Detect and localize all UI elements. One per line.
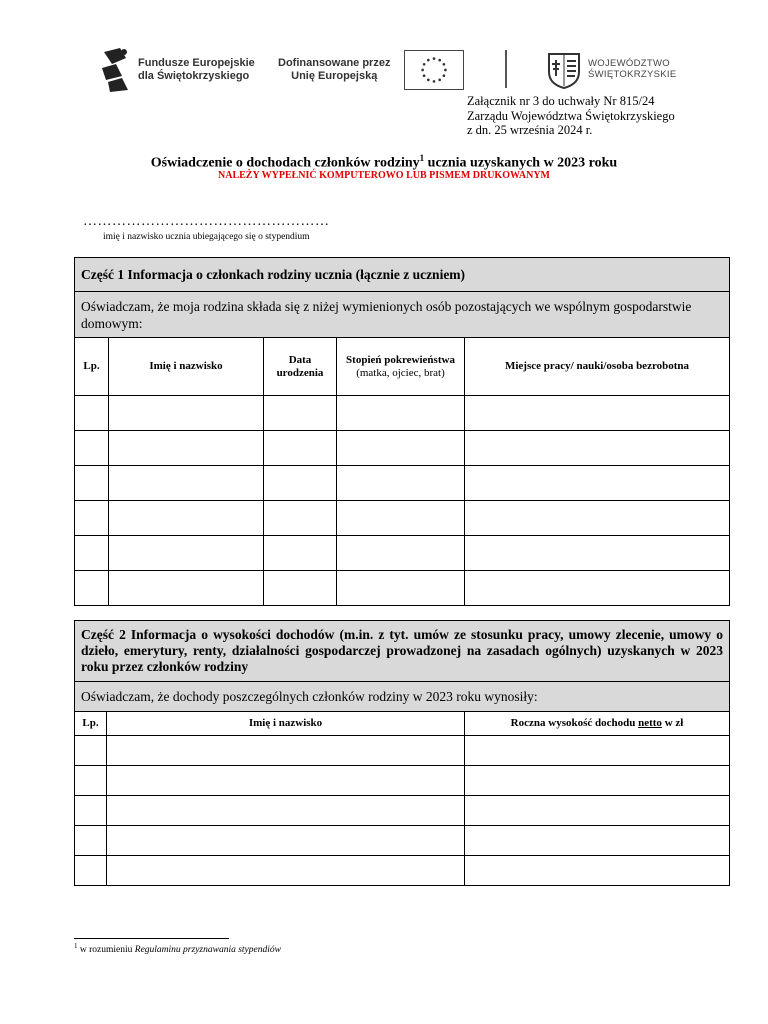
cell-input[interactable] [109, 571, 264, 606]
cell-input[interactable] [264, 536, 337, 571]
table-row [75, 431, 730, 466]
cell-input[interactable] [264, 571, 337, 606]
table-row [75, 501, 730, 536]
cell-input[interactable] [107, 796, 465, 826]
cell-input[interactable] [264, 466, 337, 501]
income-table [74, 620, 730, 886]
table-row [75, 396, 730, 431]
cell-input[interactable] [465, 736, 730, 766]
cell-input[interactable] [109, 431, 264, 466]
table-row [75, 856, 730, 886]
eu-flag-icon [404, 50, 464, 90]
cell-input[interactable] [465, 766, 730, 796]
voivodeship-text: WOJEWÓDZTWO ŚWIĘTOKRZYSKIE [588, 58, 677, 80]
table-row [75, 736, 730, 766]
table-row [75, 571, 730, 606]
table-row [75, 536, 730, 571]
cell-input[interactable] [465, 501, 730, 536]
part1-declaration: Oświadczam, że moja rodzina składa się z niżej wymienionych osób pozostających we wspólnym gospodarstwie domowym: [75, 292, 730, 338]
cell-input[interactable] [75, 431, 109, 466]
document-title: Oświadczenie o dochodach członków rodziny$^1$ ucznia uzyskanych w 2023 roku [150, 153, 618, 171]
table-row [75, 826, 730, 856]
cell-input[interactable] [75, 736, 107, 766]
family-members-table [74, 257, 730, 606]
cell-input[interactable] [337, 536, 465, 571]
cell-input[interactable] [109, 501, 264, 536]
part2-heading: Część 2 Informacja o wysokości dochodów (m.in. z tyt. umów ze stosunku pracy, umowy zlecenie, umowy o dzieło, emerytury, renty, działalności gospodarczej prowadzonej na zasadach ogólnych) uzyskanych w 2023 roku przez członków rodziny [75, 621, 730, 682]
fe-logo-text: Fundusze Europejskie dla Świętokrzyskiego [138, 57, 255, 82]
cell-input[interactable] [264, 431, 337, 466]
cell-input[interactable] [107, 766, 465, 796]
voivodeship-crest-icon [546, 50, 582, 90]
cofinance-text: Dofinansowane przez Unię Europejską [278, 57, 391, 82]
cell-input[interactable] [337, 571, 465, 606]
cell-input[interactable] [465, 856, 730, 886]
cell-input[interactable] [465, 536, 730, 571]
student-name-caption: imię i nazwisko ucznia ubiegającego się o stypendium [103, 232, 310, 242]
cell-input[interactable] [465, 431, 730, 466]
col-income: Roczna wysokość dochodu netto w zł [465, 712, 730, 736]
cell-input[interactable] [75, 466, 109, 501]
col-relation: Stopień pokrewieństwa (matka, ojciec, brat) [337, 338, 465, 396]
table-row [75, 766, 730, 796]
cell-input[interactable] [264, 501, 337, 536]
cell-input[interactable] [109, 396, 264, 431]
attachment-note: Załącznik nr 3 do uchwały Nr 815/24 Zarządu Województwa Świętokrzyskiego z dn. 25 września 2024 r. [467, 94, 675, 137]
part1-heading: Część 1 Informacja o członkach rodziny ucznia (łącznie z uczniem) [75, 258, 730, 292]
cell-input[interactable] [75, 796, 107, 826]
cell-input[interactable] [337, 501, 465, 536]
col-lp: Lp. [75, 338, 109, 396]
cell-input[interactable] [75, 396, 109, 431]
part2-declaration: Oświadczam, że dochody poszczególnych członków rodziny w 2023 roku wynosiły: [75, 682, 730, 712]
cell-input[interactable] [465, 571, 730, 606]
cell-input[interactable] [75, 826, 107, 856]
cell-input[interactable] [337, 396, 465, 431]
table-row [75, 466, 730, 501]
col-work: Miejsce pracy/ nauki/osoba bezrobotna [465, 338, 730, 396]
cell-input[interactable] [337, 466, 465, 501]
col-dob: Data urodzenia [264, 338, 337, 396]
col-lp: Lp. [75, 712, 107, 736]
cell-input[interactable] [75, 856, 107, 886]
cell-input[interactable] [264, 396, 337, 431]
cell-input[interactable] [75, 571, 109, 606]
cell-input[interactable] [107, 856, 465, 886]
cell-input[interactable] [465, 796, 730, 826]
cell-input[interactable] [75, 766, 107, 796]
cell-input[interactable] [337, 431, 465, 466]
cell-input[interactable] [107, 826, 465, 856]
cell-input[interactable] [465, 466, 730, 501]
col-name: Imię i nazwisko [107, 712, 465, 736]
cell-input[interactable] [465, 826, 730, 856]
fill-instruction: NALEŻY WYPEŁNIĆ KOMPUTEROWO LUB PISMEM DRUKOWANYM [218, 170, 550, 181]
cell-input[interactable] [109, 466, 264, 501]
footnote-ref: 1 [419, 153, 425, 163]
logo-divider [505, 50, 507, 88]
cell-input[interactable] [107, 736, 465, 766]
cell-input[interactable] [109, 536, 264, 571]
student-name-line[interactable]: …………………………………………… [83, 214, 330, 229]
footnote: $^1$ w rozumieniu Regulaminu przyznawania stypendiów [74, 942, 281, 956]
cell-input[interactable] [465, 396, 730, 431]
col-name: Imię i nazwisko [109, 338, 264, 396]
footnote-separator [74, 938, 229, 939]
cell-input[interactable] [75, 536, 109, 571]
cell-input[interactable] [75, 501, 109, 536]
table-row [75, 796, 730, 826]
